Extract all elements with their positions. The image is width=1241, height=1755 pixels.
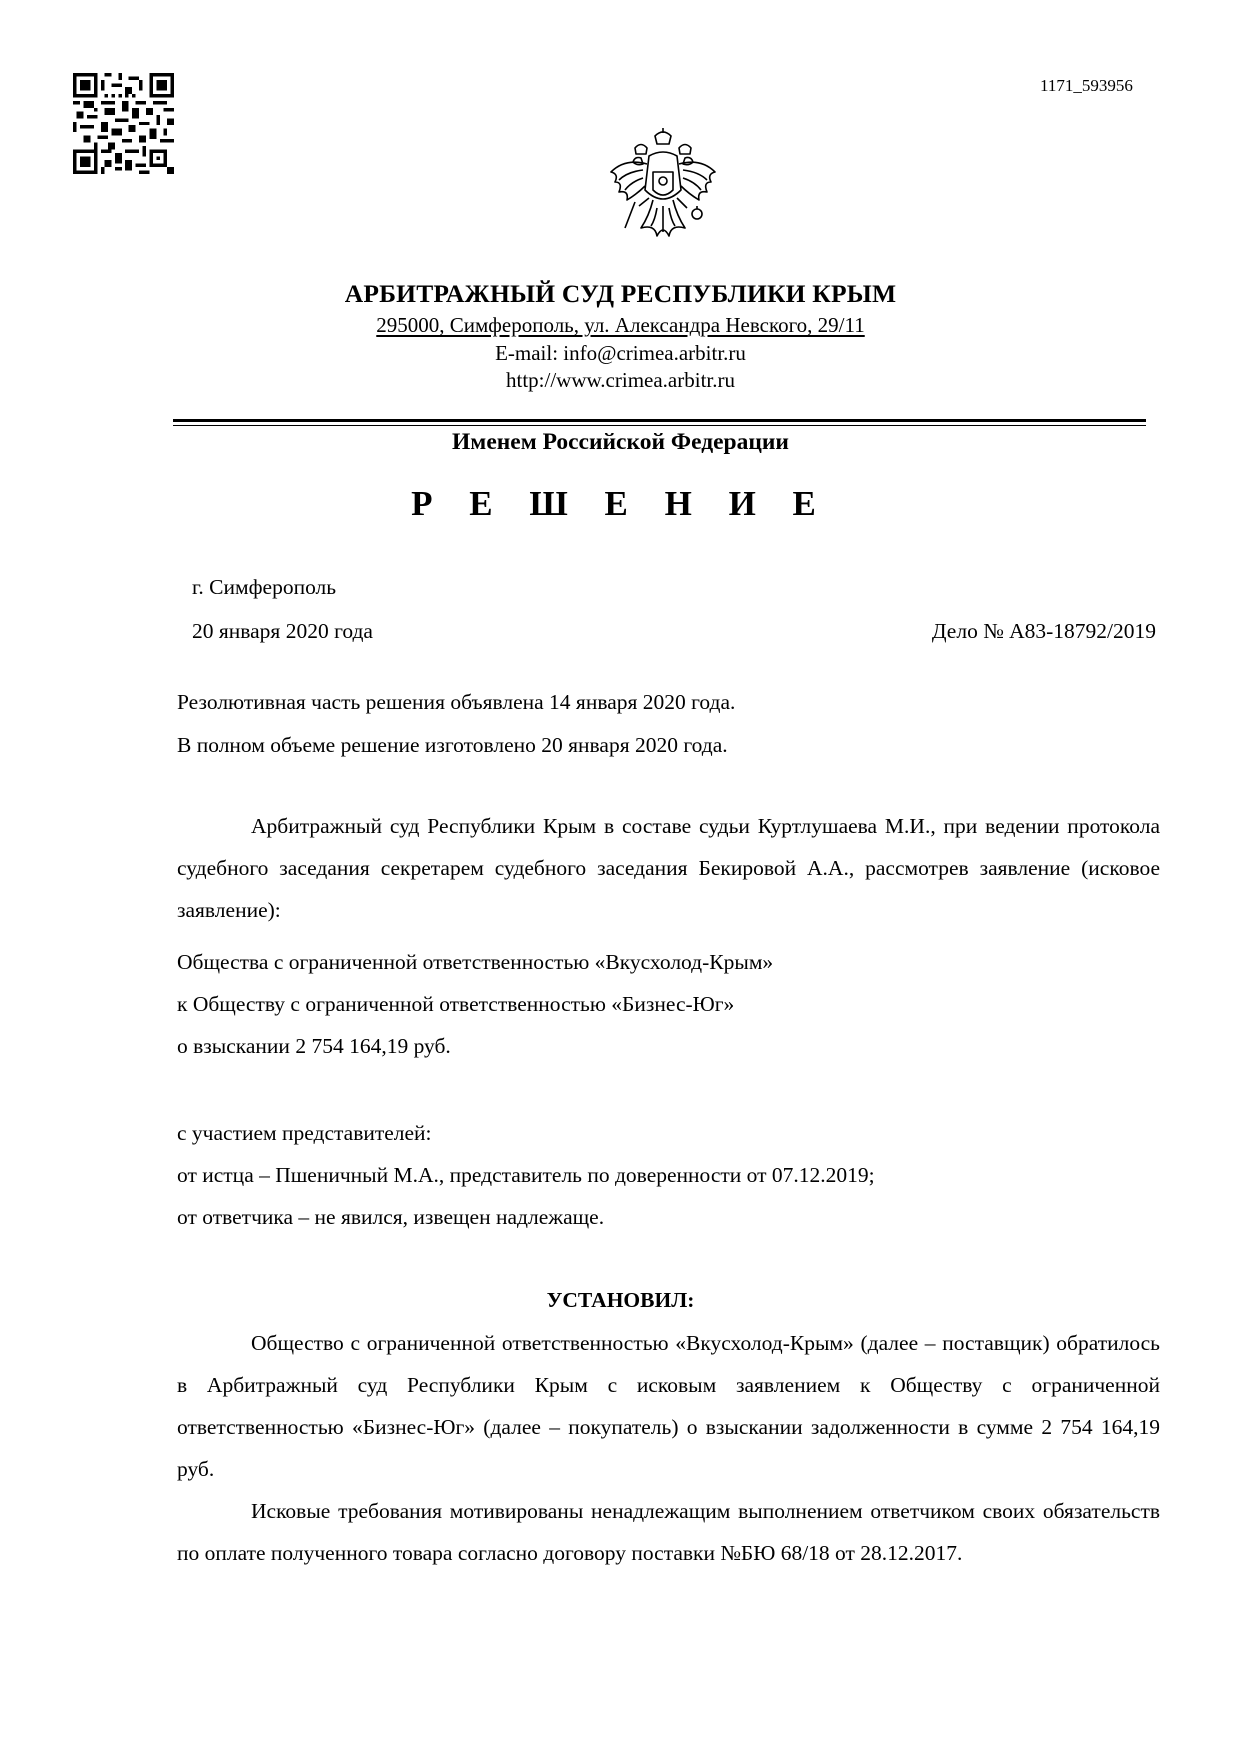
qr-code — [73, 73, 174, 174]
court-address: 295000, Симферополь, ул. Александра Невского, 29/11 — [376, 313, 865, 337]
defendant-representative: от ответчика – не явился, извещен надлежаще. — [177, 1205, 605, 1229]
claim-line: о взыскании 2 754 164,19 руб. — [177, 1034, 451, 1058]
in-the-name-line: Именем Российской Федерации — [452, 429, 789, 455]
composition-paragraph: Арбитражный суд Республики Крым в составе судьи Куртлушаева М.И., при ведении протокола судебного заседания секретарем судебного заседания Бекировой А.А., рассмотрев заявление (исковое заявление): — [177, 814, 1160, 922]
paragraph-2: Исковые требования мотивированы ненадлежащим выполнением ответчиком своих обязательств по оплате полученного товара согласно договору поставки №БЮ 68/18 от 28.12.2017. — [177, 1499, 1160, 1565]
city: г. Симферополь — [192, 575, 337, 599]
coat-of-arms-icon — [605, 128, 721, 252]
claimant-line: Общества с ограниченной ответственностью «Вкусхолод-Крым» — [177, 950, 774, 974]
court-email: E-mail: info@crimea.arbitr.ru — [495, 341, 746, 365]
established-heading: УСТАНОВИЛ: — [546, 1288, 695, 1312]
defendant-line: к Обществу с ограниченной ответственностью «Бизнес-Юг» — [177, 992, 735, 1016]
document-title: Р Е Ш Е Н И Е — [411, 484, 830, 523]
document-id: 1171_593956 — [1040, 76, 1133, 95]
announced-line: Резолютивная часть решения объявлена 14 января 2020 года. — [177, 690, 736, 714]
participants-label: с участием представителей: — [177, 1121, 432, 1145]
plaintiff-representative: от истца – Пшеничный М.А., представитель по доверенности от 07.12.2019; — [177, 1163, 875, 1187]
header-divider-thin — [173, 425, 1146, 426]
court-name: АРБИТРАЖНЫЙ СУД РЕСПУБЛИКИ КРЫМ — [344, 279, 897, 308]
court-website: http://www.crimea.arbitr.ru — [506, 368, 735, 392]
paragraph-1: Общество с ограниченной ответственностью «Вкусхолод-Крым» (далее – поставщик) обратилось в Арбитражный суд Республики Крым с исковым заявлением к Обществу с ограниченной ответственностью «Бизнес-Юг» (далее – покупатель) о взыскании задолженности в сумме 2 754 164,19 руб. — [177, 1331, 1160, 1481]
case-number: Дело № А83-18792/2019 — [931, 619, 1156, 643]
header-divider — [173, 419, 1146, 422]
full-made-line: В полном объеме решение изготовлено 20 января 2020 года. — [177, 733, 728, 757]
decision-date: 20 января 2020 года — [192, 619, 373, 643]
